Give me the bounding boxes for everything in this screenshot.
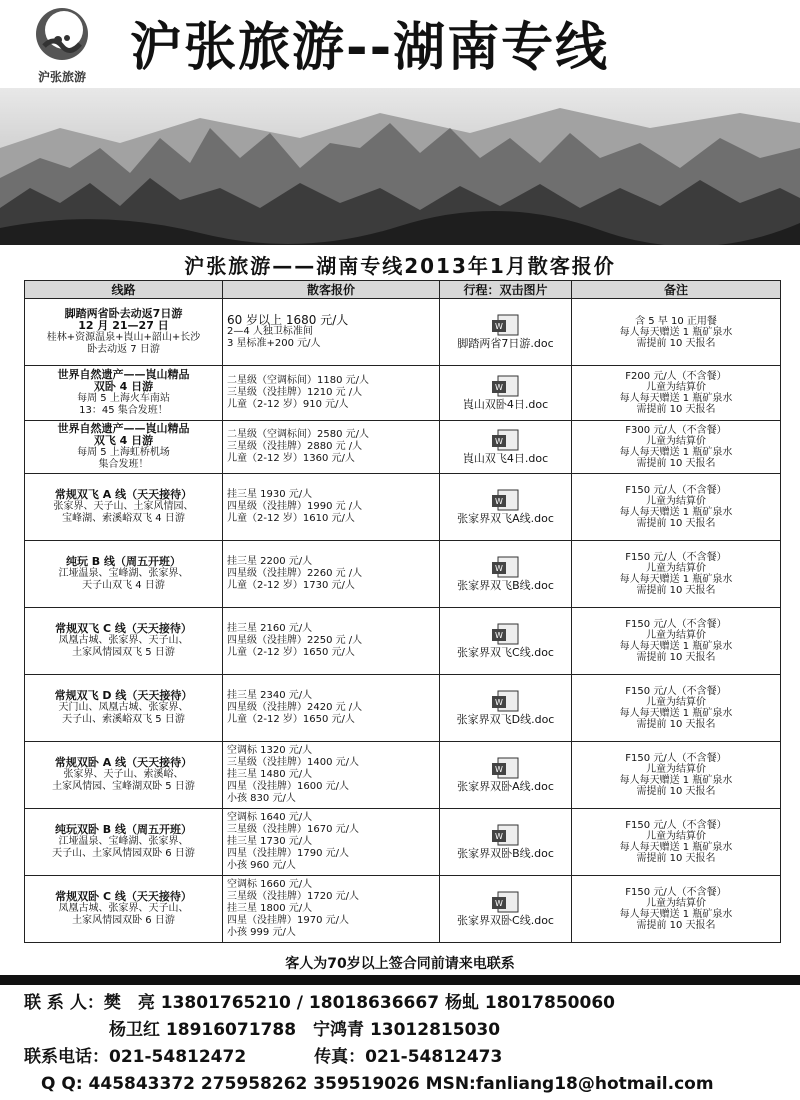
logo-text: 沪张旅游 (37, 70, 86, 84)
header (0, 0, 800, 88)
route-cell: 纯玩双卧 B 线（周五开班） 江垭温泉、宝峰湖、张家界、 天子山、土家风情园双卧 6 日游 (25, 809, 223, 876)
subtitle: 沪张旅游——湖南专线2013年1月散客报价 (184, 254, 616, 278)
word-document-icon[interactable] (490, 429, 522, 451)
page-title: 沪张旅游--湖南专线 (130, 18, 610, 78)
svg-text:W: W (494, 496, 503, 506)
price-cell: 空调标 1660 元/人 三星级（没挂牌）1720 元/人 挂三星 1800 元/人 四星（没挂牌）1970 元/人 小孩 999 元/人 (223, 876, 440, 943)
price-cell: 二星级（空调标间）1180 元/人 三星级（没挂牌）1210 元 /人 儿童（2-12 岁）910 元/人 (223, 366, 440, 421)
doc-link[interactable]: 张家界双卧A线.doc (457, 779, 554, 793)
note-cell: F150 元/人（不含餐） 儿童为结算价 每人每天赠送 1 瓶矿泉水 需提前 10 天报名 (572, 809, 781, 876)
svg-text:W: W (494, 831, 503, 841)
note-cell: 含 5 早 10 正用餐 每人每天赠送 1 瓶矿泉水 需提前 10 天报名 (572, 299, 781, 366)
itinerary-cell[interactable] (440, 474, 572, 541)
word-document-icon[interactable] (490, 891, 522, 913)
price-cell: 挂三星 2200 元/人 四星级（没挂牌）2260 元 /人 儿童（2-12 岁）1730 元/人 (223, 541, 440, 608)
price-cell: 60 岁以上 1680 元/人 2—4 人独卫标准间 3 星标准+200 元/人 (223, 299, 440, 366)
doc-link[interactable]: 脚踏两省7日游.doc (457, 336, 554, 350)
doc-link[interactable]: 张家界双卧B线.doc (457, 846, 554, 860)
note-cell: F150 元/人（不含餐） 儿童为结算价 每人每天赠送 1 瓶矿泉水 需提前 10 天报名 (572, 876, 781, 943)
header-route: 线路 (25, 281, 223, 299)
header-notes: 备注 (572, 281, 781, 299)
svg-text:W: W (494, 382, 503, 392)
price-table (24, 280, 781, 943)
mountain-landscape-photo (0, 88, 800, 245)
route-cell: 脚踏两省卧去动返7日游 12 月 21—27 日 桂林+资源温泉+崀山+韶山+长沙 卧去动返 7 日游 (25, 299, 223, 366)
contact-qq-msn: Q Q: 445843372 275958262 359519026 MSN:fanliang18@hotmail.com (24, 1074, 714, 1094)
svg-text:W: W (494, 563, 503, 573)
itinerary-cell[interactable] (440, 876, 572, 943)
word-document-icon[interactable] (490, 314, 522, 336)
word-document-icon[interactable] (490, 375, 522, 397)
doc-link[interactable]: 崀山双卧4日.doc (462, 397, 549, 411)
itinerary-cell[interactable] (440, 421, 572, 474)
doc-link[interactable]: 张家界双卧C线.doc (457, 913, 554, 927)
table-row (25, 541, 781, 608)
price-cell: 空调标 1320 元/人 三星级（没挂牌）1400 元/人 挂三星 1480 元/人 四星（没挂牌）1600 元/人 小孩 830 元/人 (223, 742, 440, 809)
contact-persons-2: 杨卫红 18916071788 宁鸿青 13012815030 (24, 1020, 501, 1040)
table-row (25, 608, 781, 675)
route-cell: 常规双飞 C 线（天天接待） 凤凰古城、张家界、天子山、 土家风情园双飞 5 日游 (25, 608, 223, 675)
swirl-logo-icon (34, 6, 90, 62)
word-document-icon[interactable] (490, 690, 522, 712)
header-itinerary: 行程：双击图片 (440, 281, 572, 299)
route-cell: 常规双飞 A 线（天天接待） 张家界、天子山、土家风情园、 宝峰湖、索溪峪双飞 4 日游 (25, 474, 223, 541)
svg-text:W: W (494, 898, 503, 908)
svg-text:W: W (494, 697, 503, 707)
doc-link[interactable]: 张家界双飞A线.doc (457, 511, 554, 525)
logo (26, 6, 98, 84)
itinerary-cell[interactable] (440, 541, 572, 608)
note-cell: F300 元/人（不含餐） 儿童为结算价 每人每天赠送 1 瓶矿泉水 需提前 10 天报名 (572, 421, 781, 474)
svg-text:W: W (494, 764, 503, 774)
route-cell: 常规双卧 C 线（天天接待） 凤凰古城、张家界、天子山、 土家风情园双卧 6 日游 (25, 876, 223, 943)
itinerary-cell[interactable] (440, 608, 572, 675)
svg-text:W: W (494, 630, 503, 640)
age-notice: 客人为70岁以上签合同前请来电联系 (285, 956, 515, 972)
route-cell: 世界自然遗产——崀山精品 双飞 4 日游 每周 5 上海虹桥机场 集合发班！ (25, 421, 223, 474)
doc-link[interactable]: 崀山双飞4日.doc (462, 451, 549, 465)
itinerary-cell[interactable] (440, 809, 572, 876)
table-row (25, 299, 781, 366)
itinerary-cell[interactable] (440, 742, 572, 809)
itinerary-cell[interactable] (440, 366, 572, 421)
price-cell: 挂三星 2340 元/人 四星级（没挂牌）2420 元 /人 儿童（2-12 岁）1650 元/人 (223, 675, 440, 742)
price-cell: 挂三星 1930 元/人 四星级（没挂牌）1990 元 /人 儿童（2-12 岁）1610 元/人 (223, 474, 440, 541)
price-cell: 空调标 1640 元/人 三星级（没挂牌）1670 元/人 挂三星 1730 元/人 四星（没挂牌）1790 元/人 小孩 960 元/人 (223, 809, 440, 876)
note-cell: F150 元/人（不含餐） 儿童为结算价 每人每天赠送 1 瓶矿泉水 需提前 10 天报名 (572, 675, 781, 742)
svg-text:W: W (494, 436, 503, 446)
note-cell: F150 元/人（不含餐） 儿童为结算价 每人每天赠送 1 瓶矿泉水 需提前 10 天报名 (572, 474, 781, 541)
word-document-icon[interactable] (490, 556, 522, 578)
note-cell: F150 元/人（不含餐） 儿童为结算价 每人每天赠送 1 瓶矿泉水 需提前 10 天报名 (572, 608, 781, 675)
note-cell: F150 元/人（不含餐） 儿童为结算价 每人每天赠送 1 瓶矿泉水 需提前 10 天报名 (572, 541, 781, 608)
price-cell: 二星级（空调标间）2580 元/人 三星级（没挂牌）2880 元 /人 儿童（2-12 岁）1360 元/人 (223, 421, 440, 474)
contact-block (24, 990, 794, 1098)
itinerary-cell[interactable] (440, 299, 572, 366)
note-cell: F200 元/人（不含餐） 儿童为结算价 每人每天赠送 1 瓶矿泉水 需提前 10 天报名 (572, 366, 781, 421)
word-document-icon[interactable] (490, 757, 522, 779)
price-cell: 挂三星 2160 元/人 四星级（没挂牌）2250 元 /人 儿童（2-12 岁）1650 元/人 (223, 608, 440, 675)
table-row (25, 474, 781, 541)
route-cell: 常规双飞 D 线（天天接待） 天门山、凤凰古城、张家界、 天子山、索溪峪双飞 5 日游 (25, 675, 223, 742)
word-document-icon[interactable] (490, 623, 522, 645)
note-cell: F150 元/人（不含餐） 儿童为结算价 每人每天赠送 1 瓶矿泉水 需提前 10 天报名 (572, 742, 781, 809)
svg-text:W: W (494, 321, 503, 331)
table-row (25, 421, 781, 474)
itinerary-cell[interactable] (440, 675, 572, 742)
table-row (25, 742, 781, 809)
route-cell: 常规双卧 A 线（天天接待） 张家界、天子山、索溪峪、 土家风情园、宝峰湖双卧 5 日游 (25, 742, 223, 809)
header-price: 散客报价 (223, 281, 440, 299)
contact-persons: 联 系 人：樊 亮 13801765210 / 18018636667 杨虬 18017850060 (24, 993, 615, 1013)
doc-link[interactable]: 张家界双飞C线.doc (457, 645, 554, 659)
doc-link[interactable]: 张家界双飞B线.doc (457, 578, 554, 592)
table-header-row (25, 281, 781, 299)
route-cell: 纯玩 B 线（周五开班） 江垭温泉、宝峰湖、张家界、 天子山双飞 4 日游 (25, 541, 223, 608)
word-document-icon[interactable] (490, 824, 522, 846)
contact-phone-fax: 联系电话：021-54812472 传真：021-54812473 (24, 1047, 503, 1067)
route-cell: 世界自然遗产——崀山精品 双卧 4 日游 每周 5 上海火车南站 13：45 集合发班！ (25, 366, 223, 421)
table-row (25, 366, 781, 421)
table-row (25, 809, 781, 876)
table-row (25, 876, 781, 943)
word-document-icon[interactable] (490, 489, 522, 511)
doc-link[interactable]: 张家界双飞D线.doc (456, 712, 555, 726)
table-row (25, 675, 781, 742)
divider (0, 975, 800, 985)
